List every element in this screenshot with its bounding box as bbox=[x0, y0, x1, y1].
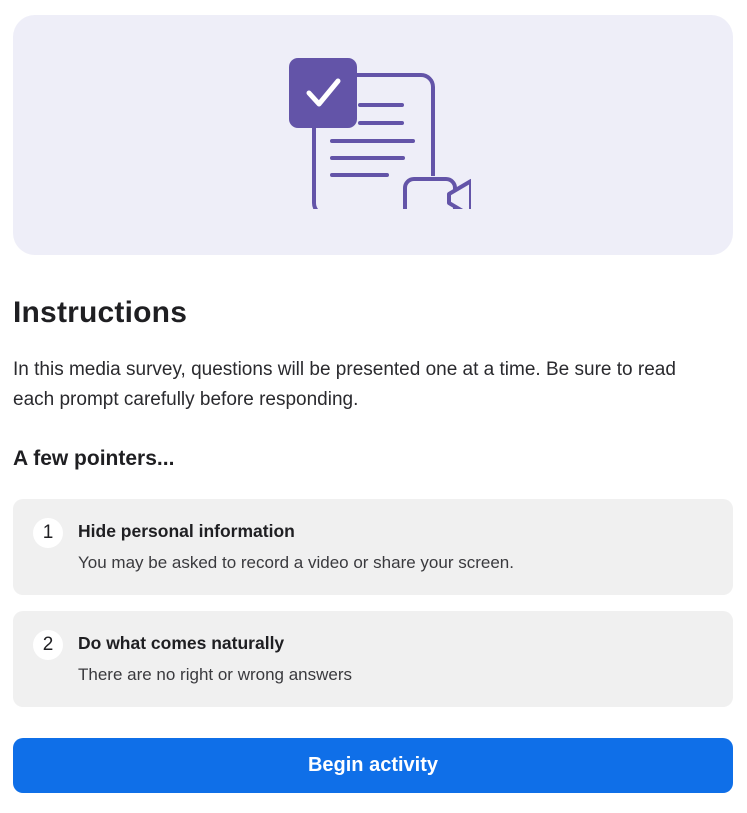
step-number-badge: 1 bbox=[33, 518, 63, 548]
pointer-card bbox=[13, 611, 733, 707]
survey-document-video-icon bbox=[275, 43, 471, 209]
hero-illustration-panel bbox=[13, 15, 733, 255]
step-number-badge: 2 bbox=[33, 630, 63, 660]
pointer-description: You may be asked to record a video or share your screen. bbox=[78, 553, 514, 572]
pointer-title: Do what comes naturally bbox=[78, 633, 285, 653]
page-title: Instructions bbox=[13, 296, 188, 329]
instructions-text: In this media survey, questions will be presented one at a time. Be sure to read each prompt carefully before responding. bbox=[13, 359, 676, 410]
pointer-card bbox=[13, 499, 733, 595]
pointer-title: Hide personal information bbox=[78, 521, 295, 541]
pointer-description: There are no right or wrong answers bbox=[78, 665, 353, 684]
begin-activity-button[interactable]: Begin activity bbox=[13, 738, 733, 793]
pointers-heading: A few pointers... bbox=[13, 447, 175, 470]
